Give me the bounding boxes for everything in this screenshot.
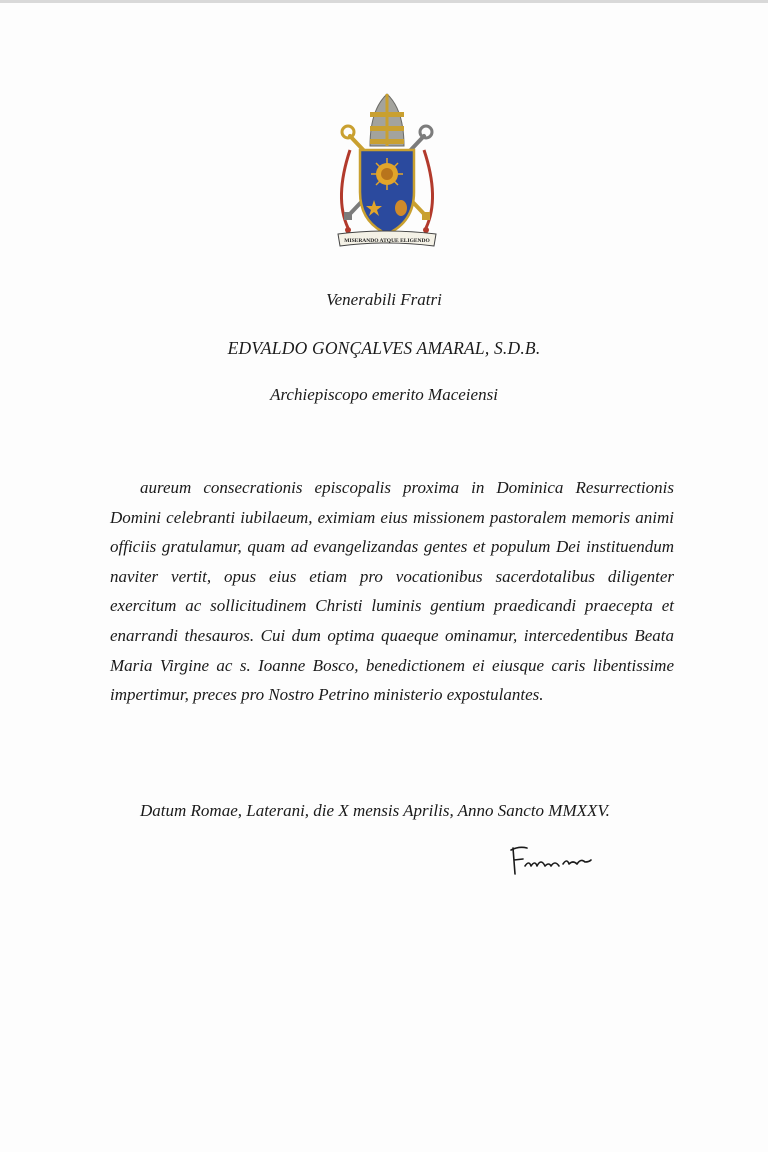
salutation-line: Venerabili Fratri	[326, 290, 442, 309]
recipient-name: EDVALDO GONÇALVES AMARAL, S.D.B.	[227, 338, 541, 358]
recipient-title: Archiepiscopo emerito Maceiensi	[270, 385, 498, 404]
svg-text:MISERANDO ATQUE ELIGENDO: MISERANDO ATQUE ELIGENDO	[344, 238, 430, 244]
page-top-edge	[0, 0, 768, 3]
closing-line: Datum Romae, Laterani, die X mensis Aprilis, Anno Sancto MMXXV.	[140, 801, 610, 820]
letter-body: aureum consecrationis episcopalis proxima in Dominica Resurrectionis Domini celebranti iubilaeum, eximiam eius missionem pastoralem memoris animi officiis gratulamur, quam ad evangelizandas gentes et populum Dei instituendum naviter vertit, opus eius etiam pro vocationibus sacerdotalibus diligenter exercitum ac sollicitudinem Christi luminis gentium praedicandi praecepta et enarrandi thesauros. Cui dum optima quaeque ominamur, intercedentibus Beata Maria Virgine ac s. Ioanne Bosco, benedictionem ei eiusque caris libentissime impertimur, preces pro Nostro Petrino ministerio expostulantes.	[110, 478, 674, 705]
papal-coat-of-arms-icon	[330, 88, 444, 254]
handwritten-signature-icon	[505, 840, 600, 880]
